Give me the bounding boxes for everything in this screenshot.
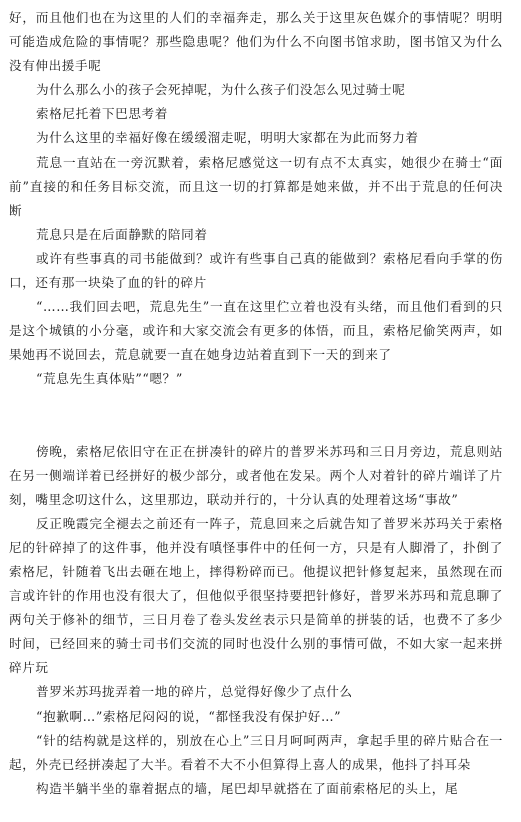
paragraph: 或许有些事真的司书能做到？或许有些事自己真的能做到？索格尼看向手掌的伤口，还有那一块染了血的针的碎片: [9, 250, 503, 291]
paragraph: 好，而且他们也在为这里的人们的幸福奔走，那么关于这里灰色媒介的事情呢？明明可能造成危险的事情呢？那些隐患呢？他们为什么不向图书馆求助，图书馆又为什么没有伸出援手呢: [9, 10, 503, 74]
paragraph: “荒息先生真体贴”“嗯？”: [36, 371, 183, 387]
paragraph: “……我们回去吧，荒息先生”一直在这里伫立着也没有头绪，而且他们看到的只是这个城镇的小分毫，或许和大家交流会有更多的体悟，而且，索格尼偷笑两声，如果她再不说回去，荒息就要一直在她身边站着直到下一天的到来了: [9, 299, 503, 363]
section-break: [9, 392, 503, 440]
paragraph: 为什么那么小的孩子会死掉呢，为什么孩子们没怎么见过骑士呢: [36, 82, 406, 98]
paragraph: “抱歉啊…”索格尼闷闷的说，“都怪我没有保护好…”: [36, 708, 342, 724]
paragraph: “针的结构就是这样的，别放在心上”三日月呵呵两声，拿起手里的碎片贴合在一起，外壳已经拼凑起了大半。看着不大不小但算得上喜人的成果，他抖了抖耳朵: [9, 732, 503, 772]
paragraph: 索格尼托着下巴思考着: [36, 106, 168, 122]
document-page: [9, 6, 503, 801]
paragraph: 反正晚霞完全褪去之前还有一阵子，荒息回来之后就告知了普罗米苏玛关于索格尼的针碎掉了的这件事，他并没有嗔怪事件中的任何一方，只是有人脚滑了，扑倒了索格尼，针随着飞出去砸在地上，摔得粉碎而已。他提议把针修复起来，虽然现在而言或许针的作用也没有很大了，但他似乎很坚持要把针修好，普罗米苏玛和荒息聊了两句关于修补的细节，三日月卷了卷头发丝表示只是简单的拼装的话，也费不了多少时间，已经回来的骑士司书们交流的同时也没什么别的事情可做，不如大家一起来拼碎片玩: [9, 515, 503, 676]
paragraph: 荒息只是在后面静默的陪同着: [36, 226, 208, 242]
paragraph: 傍晚，索格尼依旧守在正在拼凑针的碎片的普罗米苏玛和三日月旁边，荒息则站在另一侧端详着已经拼好的极少部分，或者他在发呆。两个人对着针的碎片端详了片刻，嘴里念叨这什么，这里那边，联动并行的，十分认真的处理着这场“事故”: [9, 443, 503, 507]
paragraph: 构造半躺半坐的靠着据点的墙，尾巴却早就搭在了面前索格尼的头上，尾: [36, 780, 459, 796]
paragraph: 普罗米苏玛拢弄着一地的碎片，总觉得好像少了点什么: [36, 684, 353, 700]
paragraph: 荒息一直站在一旁沉默着，索格尼感觉这一切有点不太真实，她很少在骑士“面前”直接的和任务目标交流，而且这一切的打算都是她来做，并不出于荒息的任何决断: [9, 154, 503, 218]
paragraph: 为什么这里的幸福好像在缓缓溜走呢，明明大家都在为此而努力着: [36, 130, 419, 146]
